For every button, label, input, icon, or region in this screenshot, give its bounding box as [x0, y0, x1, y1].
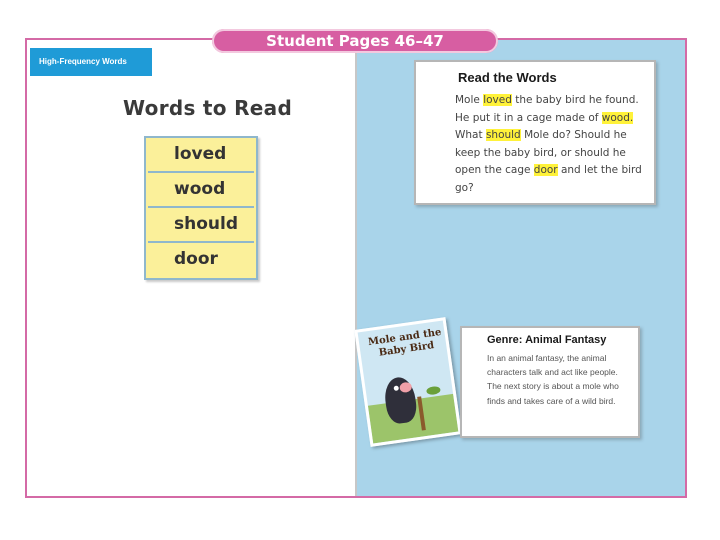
highlighted-word: wood. — [601, 111, 634, 124]
genre-description: In an animal fantasy, the animal characters talk and act like people. The next story is about a mole who finds and takes care of a wild bird. — [487, 353, 619, 406]
word-list-box — [144, 136, 258, 280]
student-pages-header: Student Pages 46–47 — [212, 29, 498, 53]
passage-text: and let the bird go? — [455, 164, 642, 194]
high-frequency-words-tab: High-Frequency Words — [30, 48, 152, 76]
right-page — [357, 40, 685, 496]
genre-title: Genre: Animal Fantasy — [487, 334, 607, 346]
leaf-illustration — [426, 386, 441, 396]
passage-text: Mole do? Should he keep the baby bird, or should he open the cage — [455, 129, 627, 176]
highlighted-word: should — [485, 129, 521, 141]
genre-card — [460, 326, 640, 438]
read-the-words-passage — [455, 92, 655, 197]
highlighted-word: door — [533, 164, 558, 176]
left-page — [27, 40, 357, 496]
read-the-words-title: Read the Words — [458, 70, 557, 85]
book-cover-image — [354, 317, 462, 447]
read-the-words-card — [414, 60, 656, 205]
word-item: should — [148, 208, 254, 243]
book-cover-title: Mole and the Baby Bird — [367, 326, 443, 359]
passage-text: Mole — [455, 94, 484, 106]
passage-text: What — [455, 129, 486, 141]
book-spread — [25, 38, 687, 498]
highlighted-word: loved — [483, 94, 512, 106]
word-item: wood — [148, 173, 254, 208]
passage-text: the baby bird he found. He put it in a cage made of — [455, 94, 639, 124]
words-to-read-title: Words to Read — [123, 96, 293, 120]
word-item: door — [174, 249, 218, 269]
word-item: loved — [148, 138, 254, 173]
